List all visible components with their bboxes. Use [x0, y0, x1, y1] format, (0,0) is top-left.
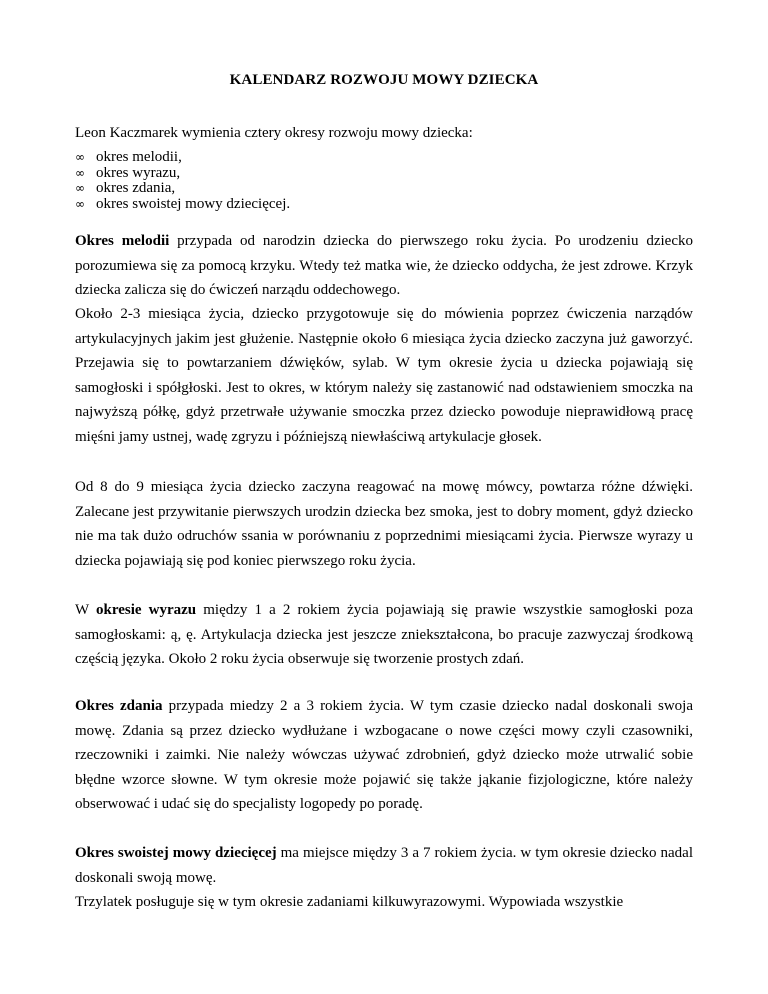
list-item-text: okres melodii,	[96, 149, 182, 165]
paragraph-word-period	[75, 598, 693, 672]
bullet-icon: ∞	[75, 165, 85, 180]
paragraph-three-year-old	[75, 890, 693, 915]
paragraph-text: Około 2-3 miesiąca życia, dziecko przygotowuje się do mówienia poprzez ćwiczenia narządów artykulacyjnych jakim jest głużenie. Następnie około 6 miesiąca życia dziecko zaczyna już gaworzyć. Przejawia się to powtarzaniem dźwięków, sylab. W tym okresie życia u dziecka pojawiają się samogłoski i spółgłoski. Jest to okres, w którym należy się zastanowić nad odstawieniem smoczka na najwyższą półkę, gdyż przetrwałe używanie smoczka przez dziecko powoduje nieprawidłową pracę mięśni jamy ustnej, wadę zgryzu i późniejszą niewłaściwą artykulacje głosek.	[75, 306, 693, 445]
document-title: KALENDARZ ROZWOJU MOWY DZIECKA	[229, 72, 539, 88]
list-item-text: okres wyrazu,	[96, 164, 181, 181]
paragraph-text: przypada od narodzin dziecka do pierwszego roku życia. Po urodzeniu dziecko porozumiewa się za pomocą krzyku. Wtedy też matka wie, że dziecko oddycha, że jest zdrowe. Krzyk dziecka zalicza się do ćwiczeń narządu oddechowego.	[75, 233, 693, 299]
paragraph-babbling	[75, 302, 693, 450]
paragraph-first-words	[75, 475, 693, 573]
bullet-icon: ∞	[75, 181, 85, 195]
paragraph-bold-lead: Okres melodii	[75, 233, 170, 249]
list-item	[75, 181, 693, 197]
bullet-icon: ∞	[75, 150, 85, 164]
paragraph-prefix: W	[75, 602, 96, 618]
list-item	[75, 197, 693, 213]
bullet-icon: ∞	[75, 196, 85, 211]
paragraph-text: ma miejsce między 3 a 7 rokiem życia. w tym okresie dziecko nadal doskonali swoją mowę.	[75, 845, 693, 886]
paragraph-childrens-speech-period	[75, 841, 693, 890]
list-item	[75, 166, 693, 182]
paragraph-text: Od 8 do 9 miesiąca życia dziecko zaczyna reagować na mowę mówcy, powtarza różne dźwięki. Zalecane jest przywitanie pierwszych urodzin dziecka bez smoka, jest to dobry moment, gdyż dziecko nie ma tak dużo odruchów ssania w porównaniu z poprzednimi miesiącami życia. Pierwsze wyrazy u dziecka pojawiają się pod koniec pierwszego roku życia.	[75, 479, 693, 569]
paragraph-bold-lead: Okres swoistej mowy dziecięcej	[75, 845, 277, 861]
paragraph-text: Trzylatek posługuje się w tym okresie zadaniami kilkuwyrazowymi. Wypowiada wszystkie	[75, 894, 624, 910]
paragraph-bold-lead: okresie wyrazu	[96, 602, 197, 618]
paragraph-bold-lead: Okres zdania	[75, 698, 163, 714]
paragraph-text: przypada miedzy 2 a 3 rokiem życia. W tym czasie dziecko nadal doskonali swoja mowę. Zdania są przez dziecko wydłużane i wzbogacane o nowe części mowy czyli czasowniki, rzeczowniki i zaimki. Nie należy wówczas używać zdrobnień, gdyż dziecko może utrwalić sobie błędne wzorce słowne. W tym okresie może pojawić się także jąkanie fizjologiczne, które należy obserwować i udać się do specjalisty logopedy po poradę.	[75, 698, 693, 813]
paragraph-sentence-period	[75, 694, 693, 817]
intro-sentence: Leon Kaczmarek wymienia cztery okresy rozwoju mowy dziecka:	[75, 125, 473, 141]
list-item-text: okres swoistej mowy dziecięcej.	[96, 195, 291, 212]
speech-periods-list	[75, 150, 693, 212]
list-item-text: okres zdania,	[96, 180, 176, 196]
paragraph-melody-period	[75, 229, 693, 303]
list-item	[75, 150, 693, 166]
paragraph-text: między 1 a 2 rokiem życia pojawiają się prawie wszystkie samogłoski poza samogłoskami: ą, ę. Artykulacja dziecka jest jeszcze zniekształcona, bo pracuje zazwyczaj środkową częścią języka. Około 2 roku życia obserwuje się tworzenie prostych zdań.	[75, 602, 693, 668]
